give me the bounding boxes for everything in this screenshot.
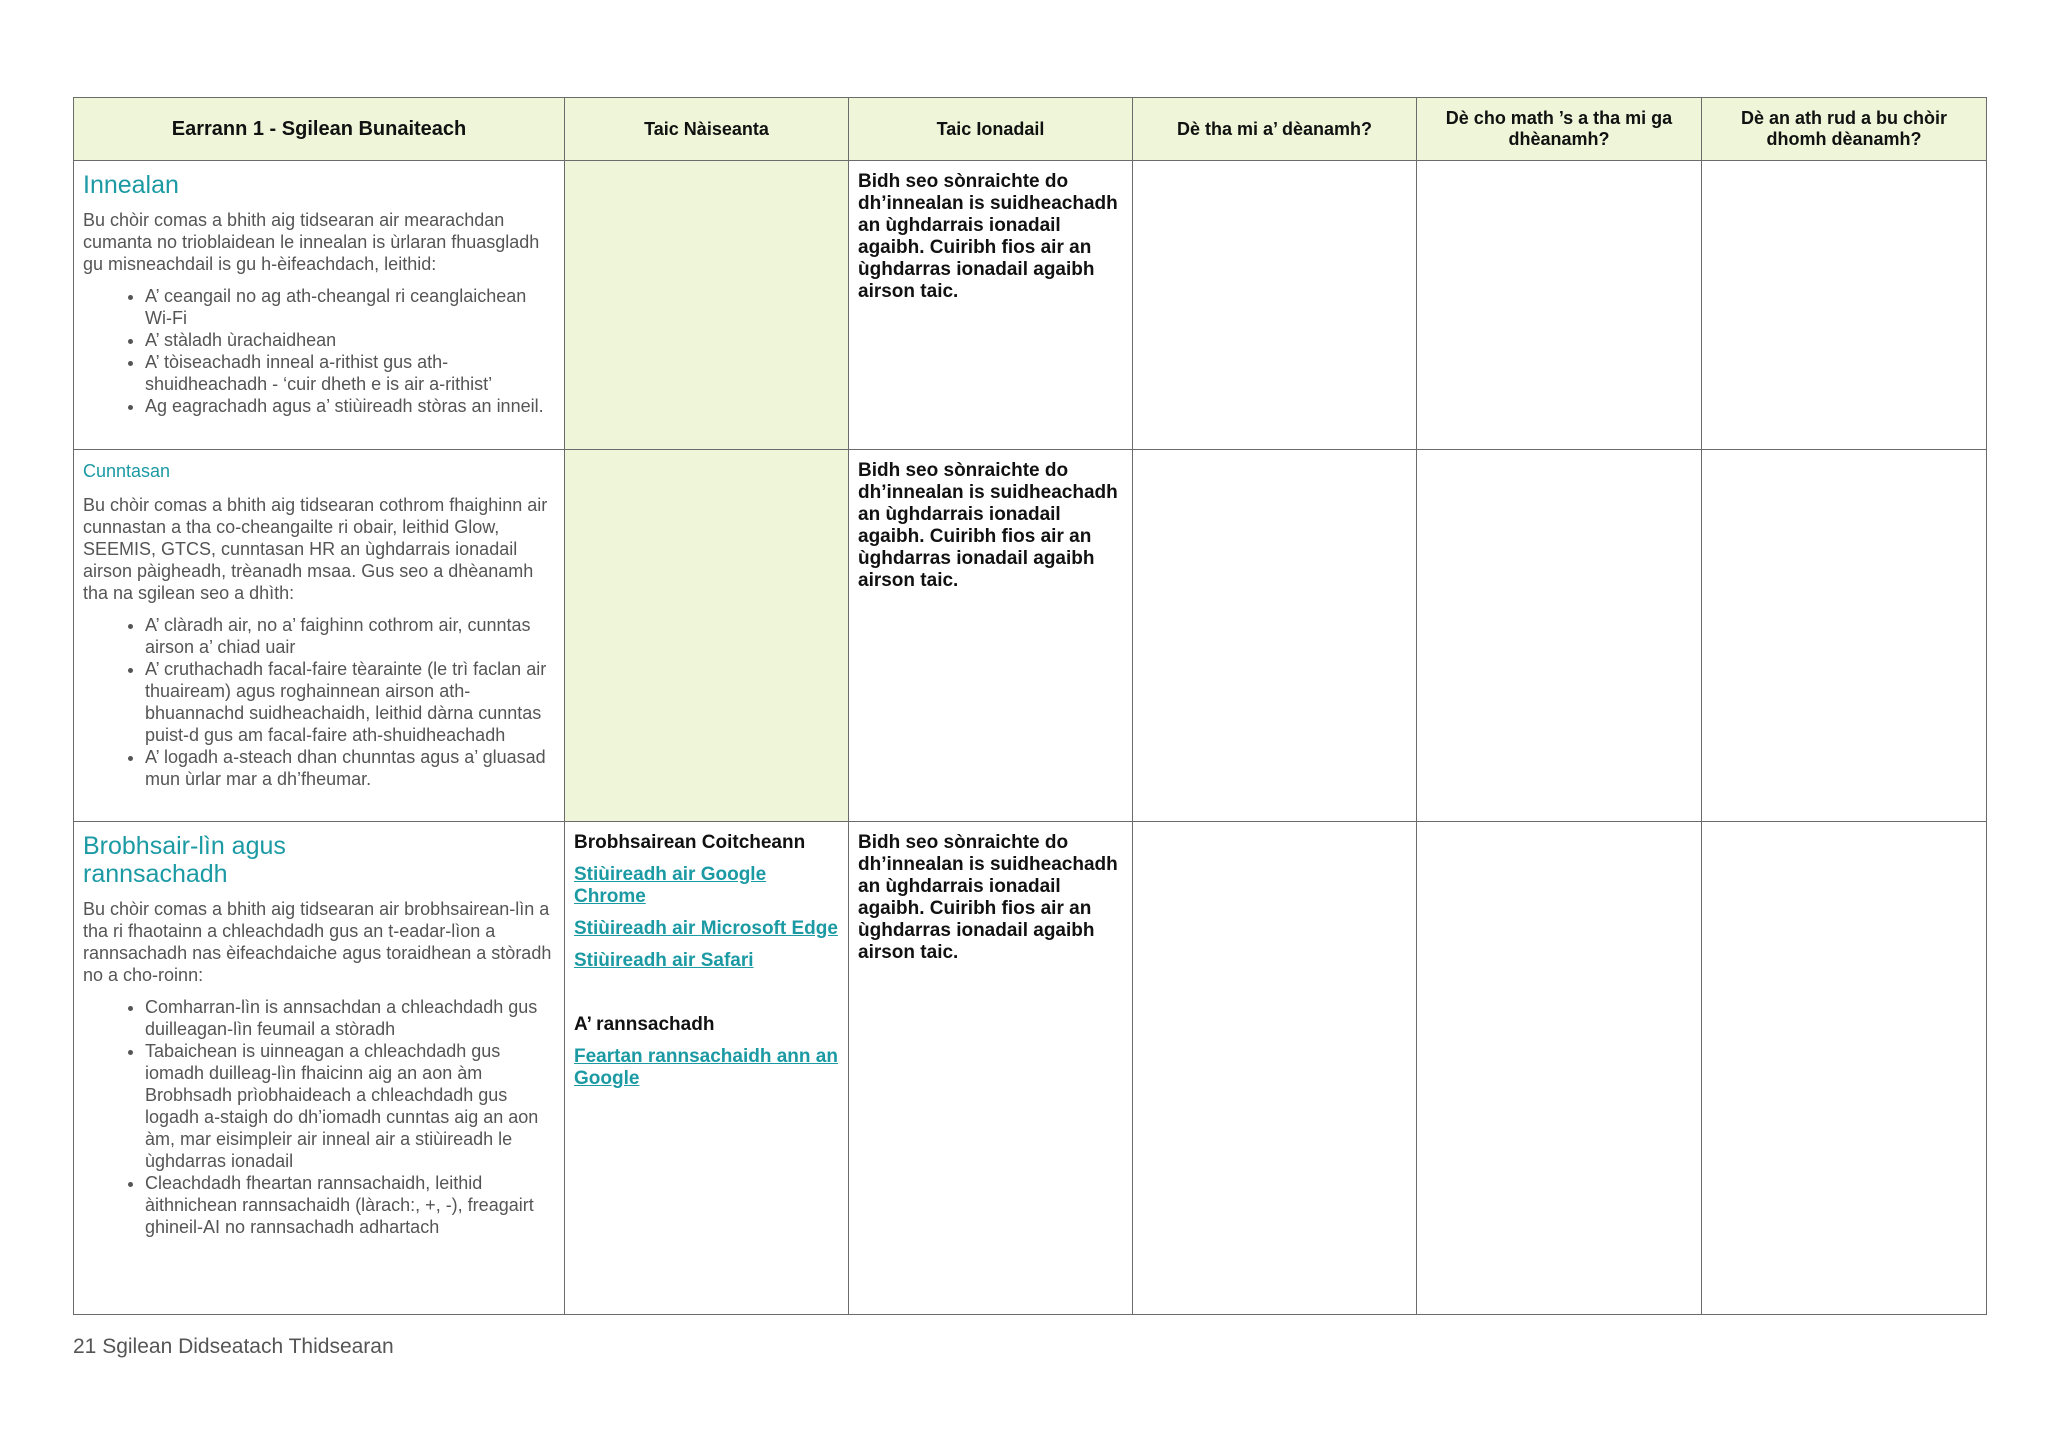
list-item: • A’ cruthachadh facal-faire tèarainte (le trì faclan air thuaiream) agus roghainnean airson ath-bhuannachd suidheachaidh, leithid dàrna cunntas puist-d gus am facal-faire ath-shuidheachadh: [145, 658, 555, 746]
header-national-support: Taic Nàiseanta: [565, 98, 849, 161]
skill-cell: [74, 450, 565, 822]
how-well-cell[interactable]: [1417, 161, 1702, 450]
what-am-i-doing-cell[interactable]: [1133, 822, 1417, 1315]
header-how-well: Dè cho math ’s a tha mi ga dhèanamh?: [1417, 98, 1702, 161]
link-guide-chrome[interactable]: Stiùireadh air Google Chrome: [574, 864, 767, 907]
page-footer: 21 Sgilean Didseatach Thidsearan: [73, 1335, 394, 1358]
national-heading-browsers: Brobhsairean Coitcheann: [574, 832, 806, 853]
national-support-cell: [565, 450, 849, 822]
skill-cell: [74, 822, 565, 1315]
list-item: • Comharran-lìn is annsachdan a chleachdadh gus duilleagan-lìn feumail a stòradh: [145, 996, 555, 1040]
skill-cell: [74, 161, 565, 450]
next-steps-cell[interactable]: [1702, 822, 1987, 1315]
skill-bullets: [83, 285, 555, 417]
skill-title: Innealan: [83, 171, 179, 199]
what-am-i-doing-cell[interactable]: [1133, 161, 1417, 450]
table-row: [74, 450, 1987, 822]
table-row: [74, 822, 1987, 1315]
skill-description: Bu chòir comas a bhith aig tidsearan cothrom fhaighinn air cunnastan a tha co-cheangailte ri obair, leithid Glow, SEEMIS, GTCS, cunntasan HR an ùghdarrais ionadail airson pàigheadh, trèanadh msaa. Gus seo a dhèanamh tha na sgilean seo a dhìth:: [83, 495, 548, 603]
local-support-text: Bidh seo sònraichte do dh’innealan is suidheachadh an ùghdarrais ionadail agaibh. Cuiribh fios air an ùghdarras ionadail agaibh airson taic.: [858, 460, 1118, 591]
skill-description: Bu chòir comas a bhith aig tidsearan air mearachdan cumanta no trioblaidean le innealan is ùrlaran fhuasgladh gu misneachdail is gu h-èifeachdach, leithid:: [83, 210, 540, 274]
skill-bullets: [83, 614, 555, 790]
national-support-cell: [565, 161, 849, 450]
local-support-cell: [849, 161, 1133, 450]
national-heading-searching: A’ rannsachadh: [574, 1014, 715, 1035]
header-next-steps: Dè an ath rud a bu chòir dhomh dèanamh?: [1702, 98, 1987, 161]
list-item: • Tabaichean is uinneagan a chleachdadh gus iomadh duilleag-lìn fhaicinn aig an aon àm Brobhsadh prìobhaideach a chleachdadh gus logadh a-staigh do dh’iomadh cunntas aig an aon àm, mar eisimpleir air inneal air a stiùireadh le ùghdarras ionadail: [145, 1040, 555, 1172]
table-row: [74, 161, 1987, 450]
header-row: [74, 98, 1987, 161]
list-item: • Cleachdadh fheartan rannsachaidh, leithid àithnichean rannsachaidh (làrach:, +, -), freagairt ghineil-AI no rannsachadh adhartach: [145, 1172, 555, 1238]
next-steps-cell[interactable]: [1702, 450, 1987, 822]
local-support-text: Bidh seo sònraichte do dh’innealan is suidheachadh an ùghdarrais ionadail agaibh. Cuiribh fios air an ùghdarras ionadail agaibh airson taic.: [858, 832, 1118, 963]
how-well-cell[interactable]: [1417, 822, 1702, 1315]
link-guide-safari[interactable]: Stiùireadh air Safari: [574, 950, 754, 971]
skill-bullets: [83, 996, 555, 1238]
list-item: • A’ stàladh ùrachaidhean: [145, 329, 555, 351]
local-support-cell: [849, 822, 1133, 1315]
header-section: Earrann 1 - Sgilean Bunaiteach: [74, 98, 565, 161]
what-am-i-doing-cell[interactable]: [1133, 450, 1417, 822]
list-item: • A’ ceangail no ag ath-cheangal ri ceanglaichean Wi-Fi: [145, 285, 555, 329]
skill-title: Brobhsair-lìn agus rannsachadh: [83, 832, 286, 888]
local-support-text: Bidh seo sònraichte do dh’innealan is suidheachadh an ùghdarrais ionadail agaibh. Cuiribh fios air an ùghdarras ionadail agaibh airson taic.: [858, 171, 1118, 302]
national-support-cell: [565, 822, 849, 1315]
list-item: • A’ logadh a-steach dhan chunntas agus a’ gluasad mun ùrlar mar a dh’fheumar.: [145, 746, 555, 790]
list-item: • A’ clàradh air, no a’ faighinn cothrom air, cunntas airson a’ chiad uair: [145, 614, 555, 658]
skill-title: Cunntasan: [83, 461, 171, 481]
list-item: • Ag eagrachadh agus a’ stiùireadh stòras an inneil.: [145, 395, 555, 417]
spacer: [574, 982, 839, 1014]
local-support-cell: [849, 450, 1133, 822]
header-local-support: Taic Ionadail: [849, 98, 1133, 161]
how-well-cell[interactable]: [1417, 450, 1702, 822]
list-item: • A’ tòiseachadh inneal a-rithist gus ath-shuidheachadh - ‘cuir dheth e is air a-rithist’: [145, 351, 555, 395]
link-google-search-features[interactable]: Feartan rannsachaidh ann an Google: [574, 1046, 838, 1089]
link-guide-edge[interactable]: Stiùireadh air Microsoft Edge: [574, 918, 838, 939]
header-what-am-i-doing: Dè tha mi a’ dèanamh?: [1133, 98, 1417, 161]
skills-table: [73, 97, 1987, 1315]
skill-description: Bu chòir comas a bhith aig tidsearan air brobhsairean-lìn a tha ri fhaotainn a chleachdadh gus an t-eadar-lìon a rannsachadh nas èifeachdaiche agus toraidhean a stòradh no a cho-roinn:: [83, 899, 552, 985]
next-steps-cell[interactable]: [1702, 161, 1987, 450]
